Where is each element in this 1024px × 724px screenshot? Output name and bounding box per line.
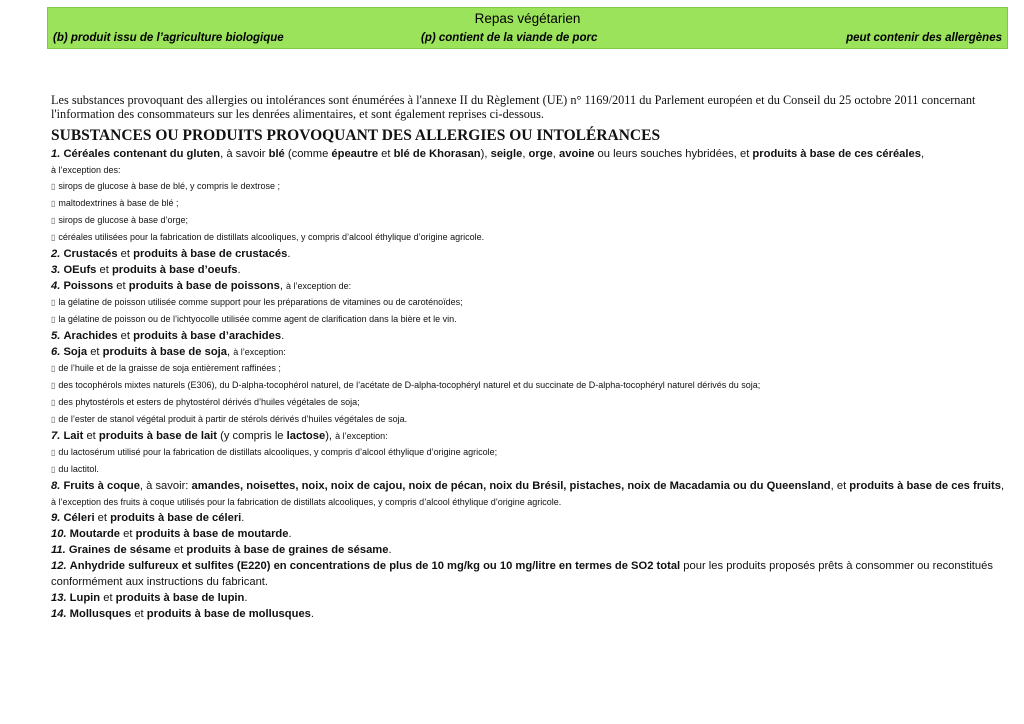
allergen-item-3 <box>51 262 1011 278</box>
allergen-item-13 <box>51 590 1011 606</box>
item-text: et <box>87 346 103 358</box>
item-name: Mollusques <box>69 608 132 620</box>
item-number: 12. <box>51 560 67 572</box>
item-name: blé de Khorasan <box>393 148 481 160</box>
item-name: Céréales contenant du gluten <box>63 148 221 160</box>
item-name: Poissons <box>63 280 114 292</box>
item-name: produits à base d’arachides <box>133 330 282 342</box>
item-text: . <box>241 512 245 524</box>
exception-text: sirops de glucose à base d’orge; <box>58 215 188 225</box>
item-text: et <box>170 544 187 556</box>
item-name: produits à base de soja <box>102 346 227 358</box>
bullet-icon: ▯ <box>51 381 56 390</box>
item-number: 5. <box>51 330 61 342</box>
exception-text: du lactosérum utilisé pour la fabrication de distillats alcooliques, y compris d’alcool éthylique d’origine agricole; <box>58 447 498 457</box>
item-name: produits à base de céleri <box>110 512 242 524</box>
item-name: OEufs <box>63 264 97 276</box>
item-text: et <box>378 148 394 160</box>
item-name: Crustacés <box>63 248 118 260</box>
item-text: . <box>287 248 291 260</box>
item-name: lactose <box>286 430 326 442</box>
item-number: 7. <box>51 430 61 442</box>
item-text: et <box>94 512 111 524</box>
allergen-heading: SUBSTANCES OU PRODUITS PROVOQUANT DES ALLERGIES OU INTOLÉRANCES <box>51 127 661 144</box>
exception-line <box>51 294 1011 311</box>
item-text: et <box>117 330 134 342</box>
allergen-item-11 <box>51 542 1011 558</box>
allergen-item-9 <box>51 510 1011 526</box>
exception-text: de l’huile et de la graisse de soja entièrement raffinées ; <box>58 363 281 373</box>
item-name: produits à base de ces fruits <box>849 480 1001 492</box>
item-name: Anhydride sulfureux et sulfites (E220) en concentrations de plus de 10 mg/kg ou 10 mg/litre en termes de SO2 total <box>69 560 681 572</box>
exception-text: des phytostérols et esters de phytostérol dérivés d’huiles végétales de soja; <box>58 397 360 407</box>
item-name: Lupin <box>69 592 101 604</box>
item-exception-intro: à l’exception: <box>335 431 388 441</box>
legend-bio: (b) produit issu de l’agriculture biologique <box>53 32 284 44</box>
item-text: , à savoir: <box>139 480 192 492</box>
bullet-icon: ▯ <box>51 315 56 324</box>
item-name: Soja <box>63 346 88 358</box>
item-name: avoine <box>559 148 595 160</box>
item-text: , <box>226 346 234 358</box>
item-exception-intro: à l’exception des: <box>51 165 121 175</box>
item-name: produits à base de ces céréales <box>752 148 921 160</box>
item-text: et <box>131 608 147 620</box>
allergen-item-2 <box>51 246 1011 262</box>
item-number: 1. <box>51 148 61 160</box>
bullet-icon: ▯ <box>51 216 56 225</box>
bullet-icon: ▯ <box>51 364 56 373</box>
exception-line <box>51 195 1011 212</box>
menu-banner <box>47 7 1008 49</box>
exception-line <box>51 377 1011 394</box>
item-text: . <box>288 528 292 540</box>
item-name: produits à base de moutarde <box>135 528 289 540</box>
item-text: (comme <box>284 148 332 160</box>
exception-line <box>51 360 1011 377</box>
item-number: 14. <box>51 608 67 620</box>
bullet-icon: ▯ <box>51 415 56 424</box>
item-text: . <box>244 592 248 604</box>
intro-paragraph: Les substances provoquant des allergies ou intolérances sont énumérées à l'annexe II du Règlement (UE) n° 1169/2011 du Parlement européen et du Conseil du 25 octobre 2011 concernant l'information des consommateurs sur les denrées alimentaires, et sont également reprises ci-dessous. <box>51 93 976 121</box>
item-text: . <box>310 608 314 620</box>
exception-line <box>51 212 1011 229</box>
item-name: épeautre <box>331 148 379 160</box>
item-name: produits à base de lait <box>98 430 218 442</box>
bullet-icon: ▯ <box>51 199 56 208</box>
item-name: produits à base de lupin <box>115 592 245 604</box>
bullet-icon: ▯ <box>51 182 56 191</box>
exception-text: des tocophérols mixtes naturels (E306), du D-alpha-tocophérol naturel, de l’acétate de D-alpha-tocophéryl naturel et du succinate de D-alpha-tocophéryl naturel dérivés du soja; <box>58 380 761 390</box>
item-exception-intro: à l’exception de: <box>286 281 352 291</box>
item-name: Lait <box>63 430 84 442</box>
item-number: 8. <box>51 480 61 492</box>
item-text: ), <box>325 430 336 442</box>
item-number: 9. <box>51 512 61 524</box>
bullet-icon: ▯ <box>51 465 56 474</box>
item-number: 3. <box>51 264 61 276</box>
item-text: , <box>920 148 925 160</box>
item-text: , <box>552 148 559 160</box>
item-number: 13. <box>51 592 67 604</box>
bullet-icon: ▯ <box>51 398 56 407</box>
legend-porc: (p) contient de la viande de porc <box>421 32 598 44</box>
allergen-item-6 <box>51 344 1011 360</box>
item-text: et <box>100 592 116 604</box>
exception-text: maltodextrines à base de blé ; <box>58 198 179 208</box>
item-name: produits à base de mollusques <box>146 608 311 620</box>
exception-line <box>51 394 1011 411</box>
item-text: ), <box>480 148 491 160</box>
exception-line <box>51 411 1011 428</box>
item-name: Graines de sésame <box>68 544 171 556</box>
item-name: orge <box>528 148 553 160</box>
item-number: 6. <box>51 346 61 358</box>
item-name: produits à base de poissons <box>128 280 280 292</box>
item-text: , <box>522 148 529 160</box>
item-name: Arachides <box>63 330 118 342</box>
item-number: 4. <box>51 280 61 292</box>
item-text: et <box>113 280 129 292</box>
allergen-item-8 <box>51 478 1011 510</box>
allergen-item-5 <box>51 328 1011 344</box>
exception-line <box>51 444 1011 461</box>
item-text: , <box>279 280 287 292</box>
exception-text: la gélatine de poisson utilisée comme support pour les préparations de vitamines ou de caroténoïdes; <box>58 297 463 307</box>
item-number: 11. <box>51 544 66 556</box>
allergen-item-12 <box>51 558 1011 590</box>
item-number: 10. <box>51 528 67 540</box>
bullet-icon: ▯ <box>51 298 56 307</box>
item-text: , et <box>830 480 850 492</box>
item-name: Moutarde <box>69 528 121 540</box>
item-text: . <box>281 330 285 342</box>
item-text: (y compris le <box>217 430 287 442</box>
allergen-list <box>51 146 1011 622</box>
exception-line <box>51 178 1011 195</box>
exception-line <box>51 229 1011 246</box>
banner-title: Repas végétarien <box>474 11 581 26</box>
item-text: , à savoir <box>220 148 269 160</box>
exception-text: du lactitol. <box>58 464 99 474</box>
exception-text: de l’ester de stanol végétal produit à partir de stérols dérivés d’huiles végétales de soja. <box>58 414 408 424</box>
item-text: et <box>120 528 136 540</box>
item-number: 2. <box>51 248 61 260</box>
bullet-icon: ▯ <box>51 233 56 242</box>
item-text: . <box>388 544 392 556</box>
item-name: blé <box>268 148 285 160</box>
item-text: . <box>237 264 241 276</box>
item-name: Fruits à coque <box>63 480 140 492</box>
exception-line <box>51 311 1011 328</box>
item-name: Céleri <box>63 512 95 524</box>
allergen-item-1 <box>51 146 1011 162</box>
legend-allergen: peut contenir des allergènes <box>846 32 1002 44</box>
item-text: et <box>83 430 99 442</box>
item-name: produits à base d’oeufs <box>111 264 238 276</box>
item-name: seigle <box>490 148 523 160</box>
item-name: amandes, noisettes, noix, noix de cajou, noix de pécan, noix du Brésil, pistaches, noix de Macadamia ou du Queensland <box>191 480 831 492</box>
item-name: produits à base de graines de sésame <box>186 544 389 556</box>
item-exception-intro: à l’exception des fruits à coque utilisés pour la fabrication de distillats alcooliques, y compris d’alcool éthylique d’origine agricole. <box>51 497 562 507</box>
allergen-item-10 <box>51 526 1011 542</box>
bullet-icon: ▯ <box>51 448 56 457</box>
exception-line <box>51 461 1011 478</box>
item-text: , <box>1000 480 1005 492</box>
allergen-item-7 <box>51 428 1011 444</box>
exception-text: céréales utilisées pour la fabrication de distillats alcooliques, y compris d’alcool éthylique d’origine agricole. <box>58 232 485 242</box>
item-text: ou leurs souches hybridées, et <box>594 148 753 160</box>
item-text: pour les produits proposés prêts à consommer ou reconstitués conformément aux instructions du fabricant. <box>51 560 993 588</box>
exception-text: sirops de glucose à base de blé, y compris le dextrose ; <box>58 181 281 191</box>
item-name: produits à base de crustacés <box>133 248 288 260</box>
allergen-item-4 <box>51 278 1011 294</box>
allergen-item-14 <box>51 606 1011 622</box>
item-text: et <box>117 248 134 260</box>
exception-text: la gélatine de poisson ou de l’ichtyocolle utilisée comme agent de clarification dans la bière et le vin. <box>58 314 457 324</box>
banner-legend <box>53 32 1002 48</box>
item-exception-intro: à l’exception: <box>233 347 286 357</box>
item-text: et <box>96 264 112 276</box>
